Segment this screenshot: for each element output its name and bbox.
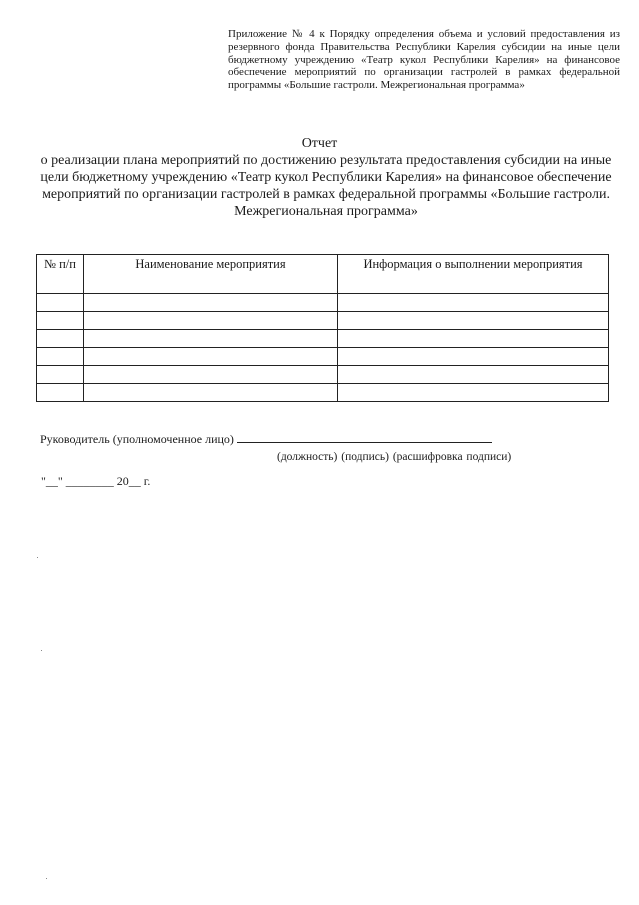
- signature-blank: [237, 432, 492, 443]
- table-cell: [37, 312, 84, 330]
- scan-speck: [37, 557, 38, 558]
- appendix-header: Приложение № 4 к Порядку определения объема и условий предоставления из резервного фонда Правительства Республики Карелия субсидии на иные цели бюджетному учреждению «Театр кукол Республики Карелия» на финансовое обеспечение мероприятий по организации гастролей в рамках федеральной программы «Большие гастроли. Межрегиональная программа»: [228, 28, 620, 92]
- table-row: [37, 294, 609, 312]
- table-row: [37, 330, 609, 348]
- table-cell: [84, 366, 338, 384]
- signature-captions: (должность) (подпись) (расшифровка подписи): [277, 451, 512, 463]
- table-row: [37, 312, 609, 330]
- table-cell: [37, 330, 84, 348]
- table-cell: [37, 294, 84, 312]
- table-cell: [338, 348, 609, 366]
- header-event-name: Наименование мероприятия: [84, 255, 338, 294]
- table-cell: [84, 348, 338, 366]
- table-cell: [338, 330, 609, 348]
- table-cell: [338, 384, 609, 402]
- table-cell: [338, 294, 609, 312]
- report-table: [36, 254, 609, 402]
- table-cell: [84, 294, 338, 312]
- scan-speck: [46, 878, 47, 879]
- table-cell: [84, 330, 338, 348]
- table-cell: [37, 384, 84, 402]
- table-cell: [37, 348, 84, 366]
- table-row: [37, 366, 609, 384]
- document-subtitle: о реализации плана мероприятий по достижению результата предоставления субсидии на иные цели бюджетному учреждению «Театр кукол Республики Карелия» на финансовое обеспечение мероприятий по организации гастролей в рамках федеральной программы «Большие гастроли. Межрегиональная программа»: [40, 153, 612, 219]
- header-number: № п/п: [37, 255, 84, 294]
- document-title: Отчет: [301, 136, 338, 151]
- signature-label: Руководитель (уполномоченное лицо): [40, 432, 234, 446]
- header-execution-info: Информация о выполнении мероприятия: [338, 255, 609, 294]
- table-row: [37, 348, 609, 366]
- signature-line: [40, 432, 492, 447]
- table-row: [37, 384, 609, 402]
- date-line: "__" ________ 20__ г.: [41, 474, 151, 488]
- table-cell: [84, 384, 338, 402]
- table-cell: [37, 366, 84, 384]
- table-cell: [338, 312, 609, 330]
- table-cell: [338, 366, 609, 384]
- table-header-row: [37, 255, 609, 294]
- scan-speck: [41, 650, 42, 651]
- table-cell: [84, 312, 338, 330]
